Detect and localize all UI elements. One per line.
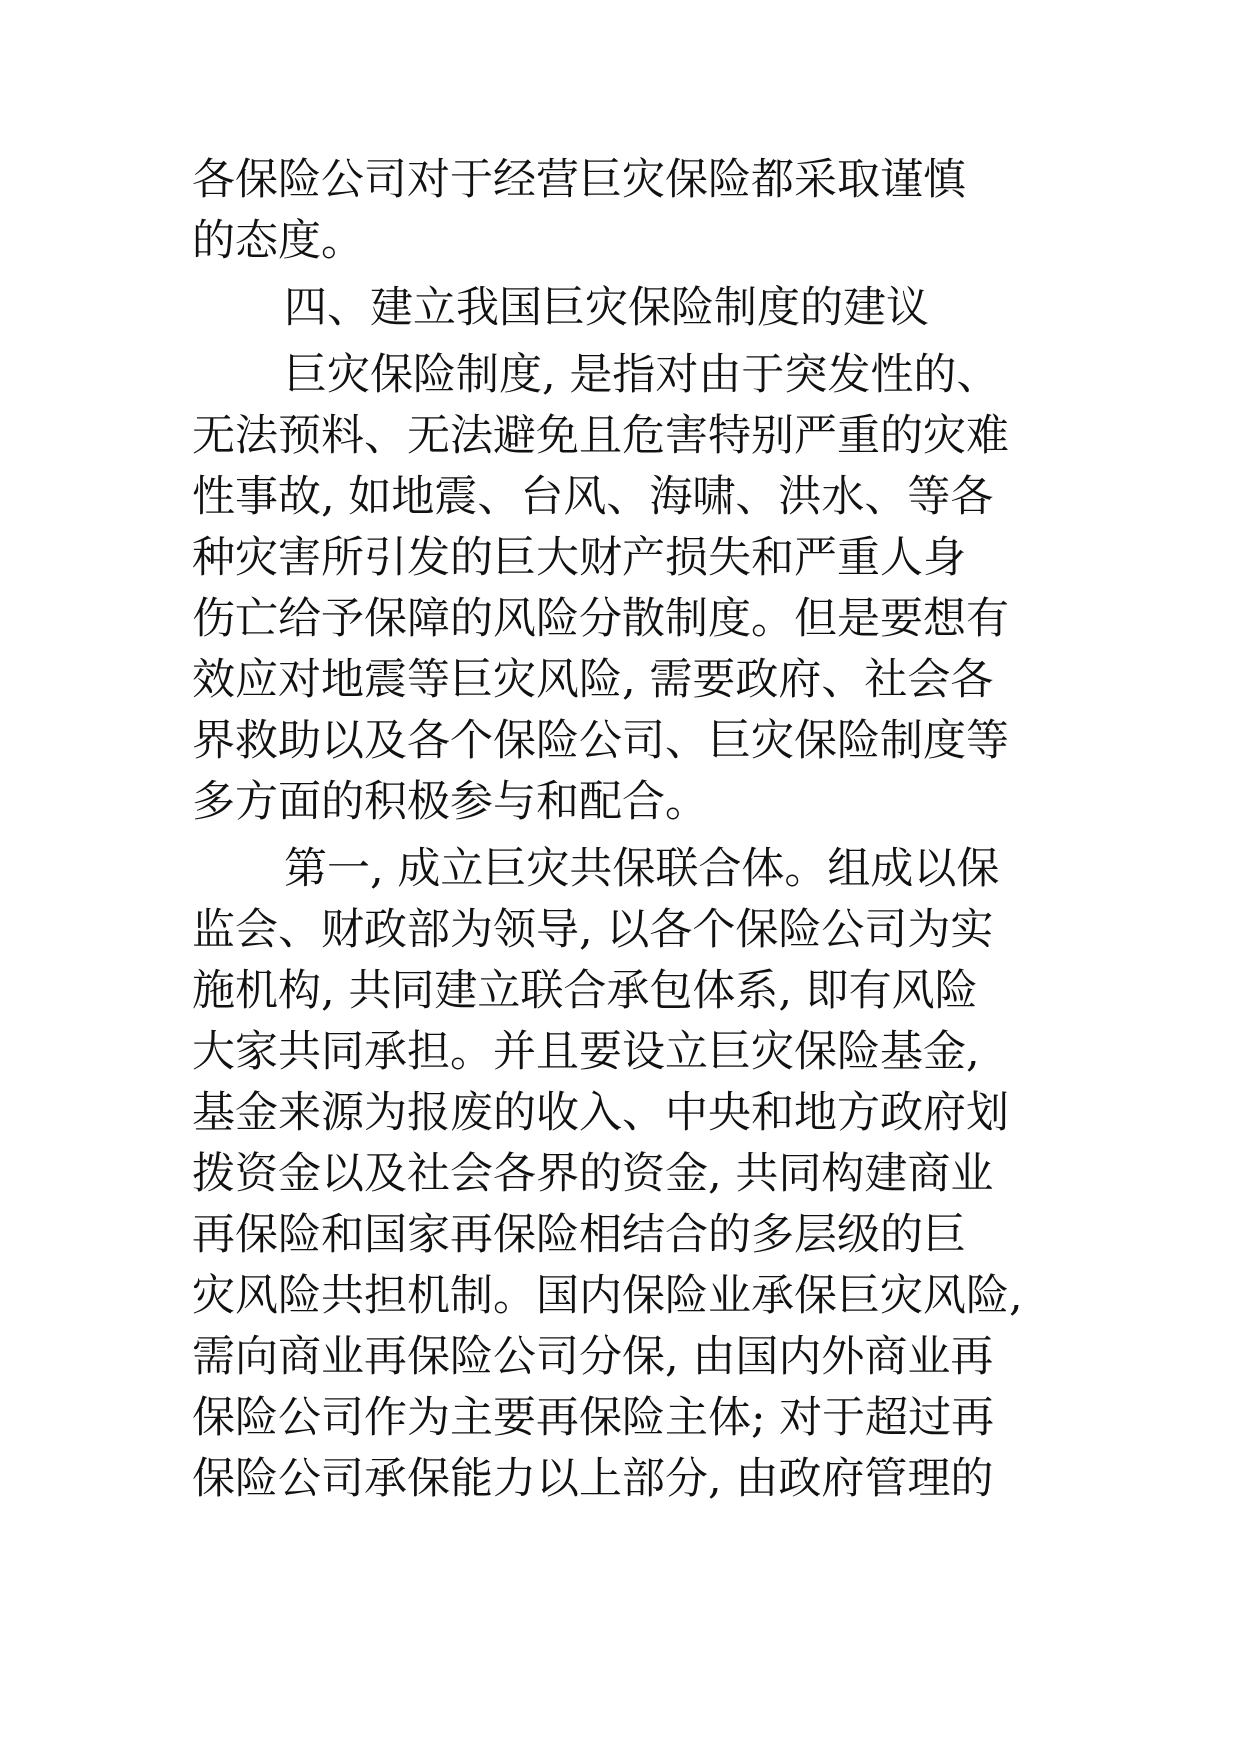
- text-line: 多方面的积极参与和配合。: [192, 777, 708, 827]
- text-line: 大家共同承担。并且要设立巨灾保险基金,: [192, 1027, 980, 1077]
- text-line: 需向商业再保险公司分保, 由国内外商业再: [192, 1332, 994, 1382]
- text-line: 的态度。: [192, 216, 364, 266]
- text-line: 监会、财政部为领导, 以各个保险公司为实: [192, 905, 994, 955]
- text-line: 效应对地震等巨灾风险, 需要政府、社会各: [192, 655, 994, 705]
- text-line: 第一, 成立巨灾共保联合体。组成以保: [284, 844, 1000, 894]
- text-line: 基金来源为报废的收入、中央和地方政府划: [192, 1088, 1009, 1138]
- text-line: 种灾害所引发的巨大财产损失和严重人身: [192, 533, 966, 583]
- paragraph-continuation: [192, 150, 1072, 272]
- text-line: 性事故, 如地震、台风、海啸、洪水、等各: [192, 472, 994, 522]
- text-line: 界救助以及各个保险公司、巨灾保险制度等: [192, 716, 1009, 766]
- text-line: 保险公司承保能力以上部分, 由政府管理的: [192, 1454, 994, 1504]
- text-line: 拨资金以及社会各界的资金, 共同构建商业: [192, 1149, 994, 1199]
- text-line: 巨灾保险制度, 是指对由于突发性的、: [284, 350, 1000, 400]
- text-line: 保险公司作为主要再保险主体; 对于超过再: [192, 1393, 995, 1443]
- text-line: 伤亡给予保障的风险分散制度。但是要想有: [192, 594, 1009, 644]
- section-heading: [192, 278, 1072, 339]
- paragraph-definition: [192, 345, 1072, 833]
- heading-line: 四、建立我国巨灾保险制度的建议: [284, 283, 929, 333]
- text-line: 灾风险共担机制。国内保险业承保巨灾风险,: [192, 1271, 1023, 1321]
- paragraph-first-point: [192, 839, 1072, 1510]
- document-page: [192, 150, 1072, 1510]
- text-line: 施机构, 共同建立联合承包体系, 即有风险: [192, 966, 978, 1016]
- text-line: 再保险和国家再保险相结合的多层级的巨: [192, 1210, 966, 1260]
- text-line: 各保险公司对于经营巨灾保险都采取谨慎: [192, 155, 966, 205]
- text-line: 无法预料、无法避免且危害特别严重的灾难: [192, 411, 1009, 461]
